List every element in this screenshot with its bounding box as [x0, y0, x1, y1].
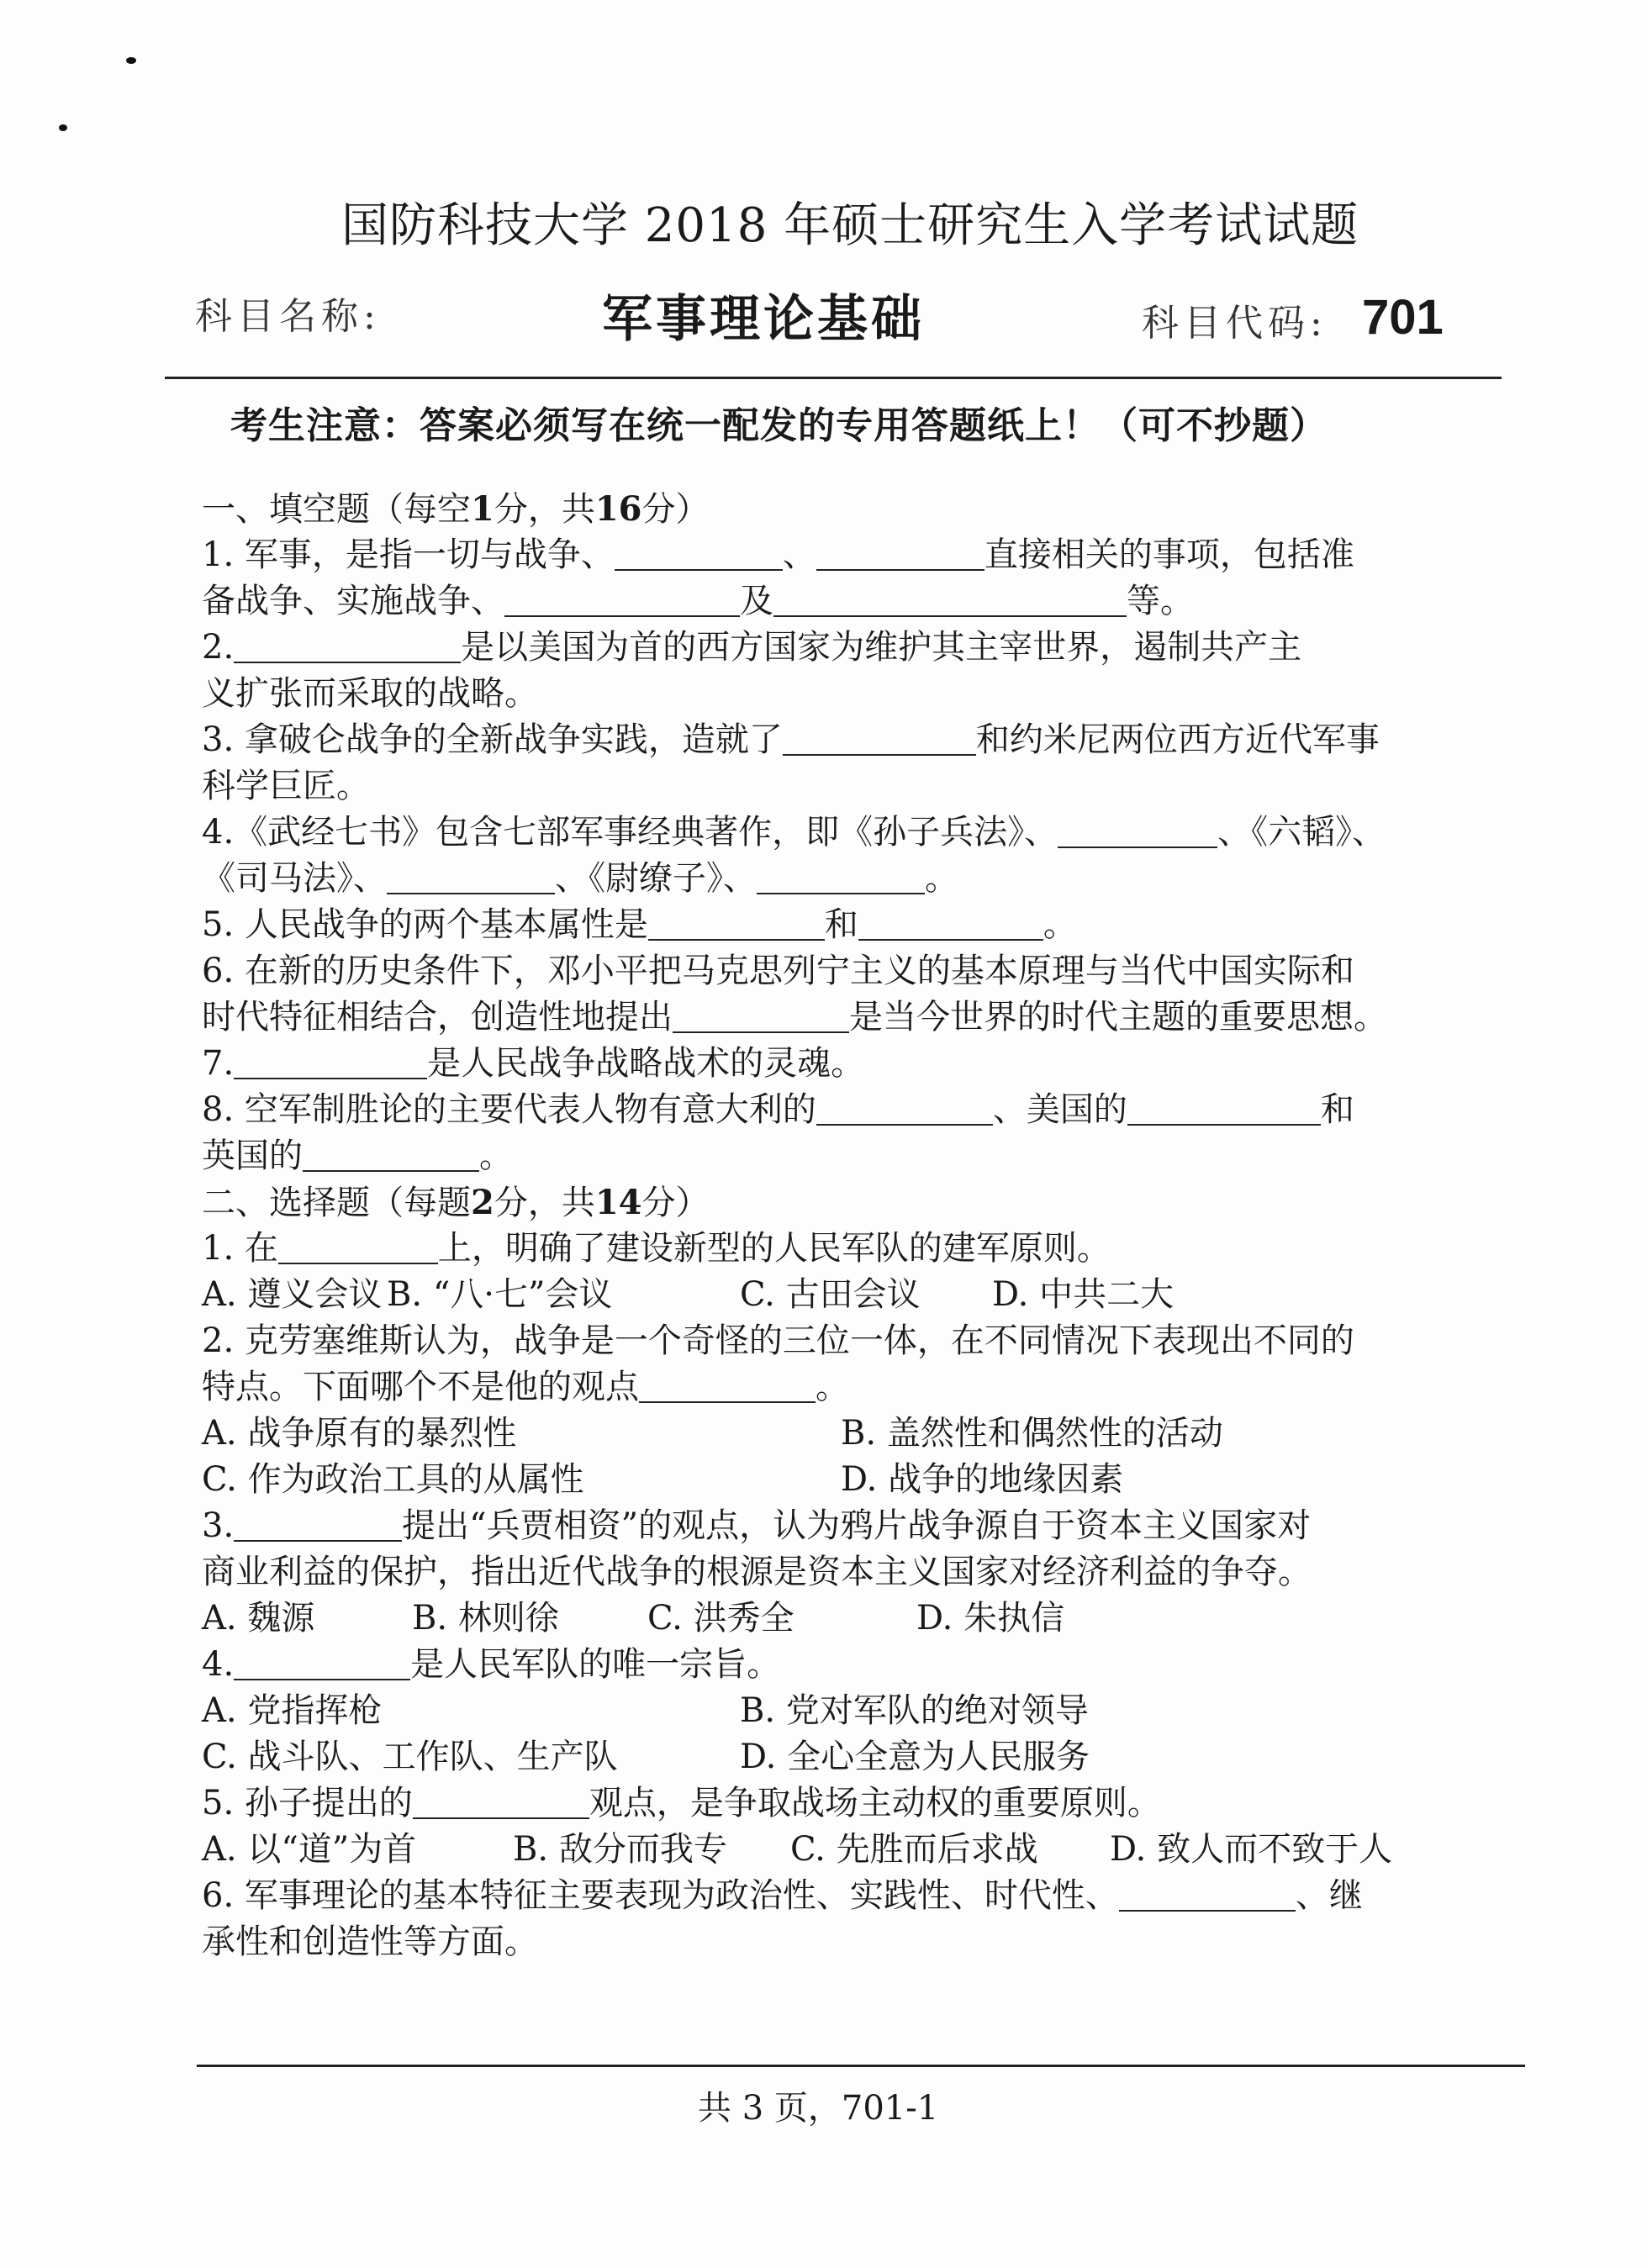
question-2-2-options-1	[202, 1411, 1446, 1457]
option-b: B. 盖然性和偶然性的活动	[841, 1414, 1223, 1453]
question-2-6: 6. 军事理论的基本特征主要表现为政治性、实践性、时代性、 、继	[202, 1876, 1363, 1915]
option-b: B. 敌分而我专	[513, 1830, 727, 1869]
question-1-7: 7. 是人民战争战略战术的灵魂。	[202, 1044, 865, 1083]
question-2-1: 1. 在 上，明确了建设新型的人民军队的建军原则。	[202, 1229, 1111, 1268]
question-2-3: 3. 提出“兵贾相资”的观点，认为鸦片战争源自于资本主义国家对	[202, 1506, 1312, 1545]
answer-blank	[757, 859, 925, 894]
question-2-4-options-2	[202, 1734, 1446, 1780]
question-1-8: 8. 空军制胜论的主要代表人物有意大利的 、美国的 和	[202, 1090, 1354, 1129]
answer-blank	[234, 1506, 402, 1542]
option-a: A. 遵义会议	[202, 1275, 383, 1314]
header-rule	[165, 377, 1502, 379]
question-body	[202, 486, 1446, 1965]
page-footer: 共 3 页，701-1	[698, 2089, 939, 2128]
question-2-5-options	[202, 1827, 1446, 1873]
option-d: D. 朱执信	[916, 1599, 1065, 1638]
question-1-3-cont: 科学巨匠。	[202, 767, 370, 805]
question-2-4-options-1	[202, 1688, 1446, 1734]
question-1-2: 2. 是以美国为首的西方国家为维护其主宰世界，遏制共产主	[202, 628, 1302, 667]
section-1-heading: 一、填空题（每空1分，共16分）	[202, 489, 710, 529]
option-d: D. 战争的地缘因素	[841, 1460, 1124, 1499]
answer-blank	[639, 1368, 816, 1403]
answer-blank	[234, 1645, 410, 1680]
option-d: D. 致人而不致于人	[1110, 1830, 1393, 1869]
answer-blank	[773, 582, 1127, 617]
question-1-1: 1. 军事，是指一切与战争、 、 直接相关的事项，包括准	[202, 535, 1354, 574]
question-1-5: 5. 人民战争的两个基本属性是 和 。	[202, 905, 1077, 944]
question-1-1-cont: 备战争、实施战争、 及 等。	[202, 582, 1194, 620]
question-2-2-cont: 特点。下面哪个不是他的观点 。	[202, 1368, 849, 1406]
footer-rule	[197, 2065, 1525, 2067]
answer-blank	[1058, 813, 1217, 848]
answer-blank	[1127, 1090, 1321, 1126]
answer-blank	[303, 1137, 479, 1172]
option-a: A. 党指挥枪	[202, 1691, 383, 1730]
answer-blank	[234, 628, 461, 663]
subject-label: 科目名称:	[195, 295, 381, 338]
option-c: C. 作为政治工具的从属性	[202, 1460, 584, 1499]
answer-blank	[1119, 1876, 1296, 1912]
option-c: C. 古田会议	[740, 1275, 921, 1314]
question-1-6: 6. 在新的历史条件下，邓小平把马克思列宁主义的基本原理与当代中国实际和	[202, 952, 1354, 990]
section-2-heading: 二、选择题（每题2分，共14分）	[202, 1183, 710, 1222]
exam-title: 国防科技大学 2018 年硕士研究生入学考试试题	[341, 198, 1359, 253]
code-value: 701	[1362, 290, 1444, 345]
code-label: 科目代码:	[1142, 302, 1328, 345]
scan-speck	[59, 124, 67, 131]
option-b: B. 林则徐	[412, 1599, 559, 1638]
subject-name: 军事理论基础	[602, 290, 925, 349]
question-2-3-options	[202, 1596, 1446, 1642]
question-2-4: 4. 是人民军队的唯一宗旨。	[202, 1645, 781, 1684]
question-1-6-cont: 时代特征相结合，创造性地提出 是当今世界的时代主题的重要思想。	[202, 998, 1387, 1036]
question-1-4-cont: 《司马法》、 、《尉缭子》、 。	[202, 859, 958, 898]
question-2-1-options	[202, 1272, 1446, 1318]
answer-blank	[413, 1784, 589, 1819]
answer-blank	[234, 1044, 427, 1079]
option-a: A. 以“道”为首	[202, 1830, 417, 1869]
answer-blank	[673, 998, 849, 1033]
answer-blank	[816, 1090, 993, 1126]
question-2-5: 5. 孙子提出的 观点，是争取战场主动权的重要原则。	[202, 1784, 1161, 1822]
option-d: D. 全心全意为人民服务	[740, 1738, 1090, 1776]
answer-blank	[858, 905, 1043, 941]
answer-blank	[648, 905, 825, 941]
answer-blank	[783, 720, 976, 756]
question-2-2: 2. 克劳塞维斯认为，战争是一个奇怪的三位一体，在不同情况下表现出不同的	[202, 1321, 1354, 1360]
option-a: A. 战争原有的暴烈性	[202, 1414, 517, 1453]
option-c: C. 战斗队、工作队、生产队	[202, 1738, 618, 1776]
answer-blank	[816, 535, 985, 571]
question-1-8-cont: 英国的 。	[202, 1137, 513, 1175]
option-d: D. 中共二大	[992, 1275, 1175, 1314]
option-b: B. 党对军队的绝对领导	[740, 1691, 1089, 1730]
question-1-3: 3. 拿破仑战争的全新战争实践，造就了 和约米尼两位西方近代军事	[202, 720, 1380, 759]
option-b: B. “八·七”会议	[387, 1275, 613, 1314]
scan-speck	[126, 57, 136, 64]
question-2-2-options-2	[202, 1457, 1446, 1503]
answer-blank	[278, 1229, 438, 1264]
question-1-2-cont: 义扩张而采取的战略。	[202, 674, 538, 713]
question-1-4: 4.《武经七书》包含七部军事经典著作，即《孙子兵法》、 、《六韬》、	[202, 813, 1386, 852]
answer-blank	[504, 582, 740, 617]
option-c: C. 先胜而后求战	[790, 1830, 1038, 1869]
answer-blank	[387, 859, 555, 894]
question-2-6-cont: 承性和创造性等方面。	[202, 1923, 538, 1961]
option-c: C. 洪秀全	[647, 1599, 794, 1638]
question-2-3-cont: 商业利益的保护，指出近代战争的根源是资本主义国家对经济利益的争夺。	[202, 1553, 1312, 1591]
answer-blank	[615, 535, 783, 571]
exam-notice: 考生注意：答案必须写在统一配发的专用答题纸上！（可不抄题）	[230, 404, 1328, 447]
option-a: A. 魏源	[202, 1599, 315, 1638]
